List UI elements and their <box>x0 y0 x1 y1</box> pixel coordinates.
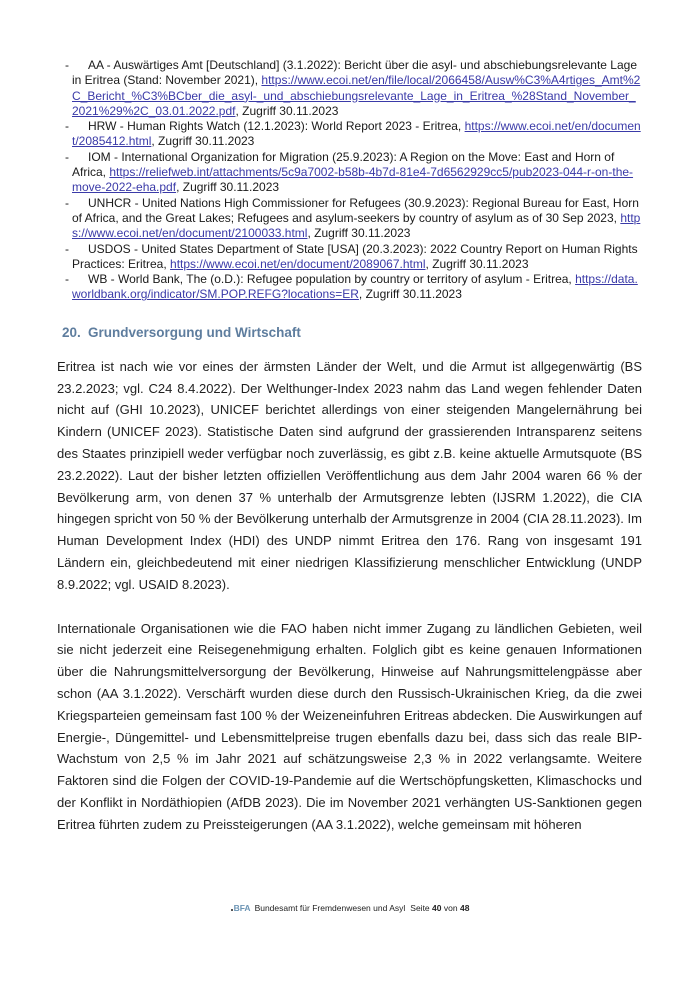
source-text: HRW - Human Rights Watch (12.1.2023): World Report 2023 - Eritrea, <box>88 119 465 134</box>
footer-organization: Bundesamt für Fremdenwesen und Asyl <box>254 903 406 913</box>
paragraph-poverty-economy: Eritrea ist nach wie vor eines der ärmsten Länder der Welt, und die Armut ist allgegenwärtig (BS 23.2.2023; vgl. C24 8.4.2022). Der Welthunger-Index 2023 nahm das Land wegen fehlender Daten nicht auf (GHI 10.2023), UNICEF berichtet allerdings von einer steigenden Mangelernährung bei Kindern (UNICEF 2023). Statistische Daten sind aufgrund der grassierenden Intransparenz seitens des Staates prinzipiell weder verfügbar noch zuverlässig, es gibt z.B. keine aktuelle Armutsquote (BS 23.2.2022). Laut der bisher letzten offiziellen Veröffentlichung aus dem Jahr 2004 waren 66 % der Bevölkerung arm, von denen 37 % unterhalb der Armutsgrenze lebten (IJSRM 1.2022), die CIA hingegen spricht von 50 % der Bevölkerung unterhalb der Armutsgrenze in 2004 (CIA 28.11.2023). Im Human Development Index (HDI) des UNDP nimmt Eritrea den 176. Rang von insgesamt 191 Ländern ein, gleichbedeutend mit einer niedrigen Klassifizierung menschlicher Entwicklung (UNDP 8.9.2022; vgl. USAID 8.2023). <box>57 358 642 592</box>
source-text: WB - World Bank, The (o.D.): Refugee population by country or territory of asylum - Eritrea, <box>88 272 576 287</box>
list-dash: - <box>65 272 69 287</box>
section-title: Grundversorgung und Wirtschaft <box>88 324 301 340</box>
source-list-item <box>57 196 642 242</box>
source-list <box>57 58 642 303</box>
source-text: , Zugriff 30.11.2023 <box>425 256 529 271</box>
source-text: , Zugriff 30.11.2023 <box>151 134 255 149</box>
footer-current-page: 40 <box>432 903 442 913</box>
source-text: , Zugriff 30.11.2023 <box>307 226 411 241</box>
list-dash: - <box>65 149 69 164</box>
list-dash: - <box>65 58 69 72</box>
source-text: USDOS - United States Department of State [USA] (20.3.2023): 2022 Country Report on Human Rights Practices: Eritrea, <box>72 241 638 271</box>
footer-of-label: von <box>443 903 458 913</box>
source-hyperlink[interactable]: https://reliefweb.int/attachments/5c9a7002-b58b-4b7d-81e4-7d6562929cc5/pub2023-044-r-on-the-move-2022-eha.pdf <box>72 165 634 195</box>
source-hyperlink[interactable]: https://www.ecoi.net/en/document/2100033.html <box>72 210 641 241</box>
source-list-item <box>57 242 642 273</box>
bfa-logo-text: BFA <box>233 903 251 913</box>
source-hyperlink[interactable]: https://www.ecoi.net/en/document/2089067.html <box>170 256 426 271</box>
source-text: UNHCR - United Nations High Commissioner for Refugees (30.9.2023): Regional Bureau for East, Horn of Africa, and the Great Lakes; Refugees and asylum-seekers by country of asylum as of 30 Sep 2023, <box>72 195 639 225</box>
page-footer <box>0 902 700 914</box>
footer-page-info <box>410 903 469 913</box>
source-text: , Zugriff 30.11.2023 <box>235 103 339 118</box>
footer-page-label: Seite <box>410 903 430 913</box>
paragraph-food-supply: Internationale Organisationen wie die FAO haben nicht immer Zugang zu ländlichen Gebieten, weil sie nicht jederzeit eine Reisegenehmigung erhalten. Folglich gibt es keine genauen Informationen über die Nahrungsmittelversorgung der Bevölkerung, Hinweise auf Nahrungsmittelengpässe aber schon (AA 3.1.2022). Verschärft wurden diese durch den Russisch-Ukrainischen Krieg, da die zwei Kriegsparteien gemeinsam fast 100 % der Weizeneinfuhren Eritreas abdecken. Die Auswirkungen auf Energie-, Düngemittel- und Lebensmittelpreise trugen ebenfalls dazu bei, dass sich das reale BIP-Wachstum von 2,5 % im Jahr 2021 auf schätzungsweise 2,3 % in 2022 verlangsamte. Weitere Faktoren sind die Folgen der COVID-19-Pandemie auf die Wertschöpfungsketten, Klimaschocks und der Konflikt in Nordäthiopien (AfDB 2023). Die im November 2021 verhängten US-Sanktionen gegen Eritrea führten zudem zu Preissteigerungen (AA 3.1.2022), welche gemeinsam mit höheren <box>57 620 642 832</box>
source-hyperlink[interactable]: https://data.worldbank.org/indicator/SM.POP.REFG?locations=ER <box>72 272 638 302</box>
source-text: , Zugriff 30.11.2023 <box>358 287 462 302</box>
source-list-item <box>57 119 642 150</box>
source-text: AA - Auswärtiges Amt [Deutschland] (3.1.2022): Bericht über die asyl- und abschiebungsrelevante Lage in Eritrea (Stand: November 2021), <box>72 58 637 88</box>
source-text: , Zugriff 30.11.2023 <box>176 180 280 195</box>
bfa-logo-dot-icon <box>231 909 233 911</box>
footer-total-pages: 48 <box>459 903 470 913</box>
list-dash: - <box>65 119 69 134</box>
section-number: 20. <box>62 324 81 340</box>
source-list-item <box>57 58 642 119</box>
source-hyperlink[interactable]: https://www.ecoi.net/en/document/2085412.html <box>72 119 641 149</box>
section-heading <box>57 323 642 343</box>
bfa-logo <box>231 903 251 913</box>
source-hyperlink[interactable]: https://www.ecoi.net/en/file/local/2066458/Ausw%C3%A4rtiges_Amt%2C_Bericht_%C3%BCber_die_asyl-_und_abschiebungsrelevante_Lage_in_Eritrea_%28Stand_November_2021%29%2C_03.01.2022.pdf <box>72 73 641 118</box>
source-list-item <box>57 150 642 196</box>
source-list-item <box>57 272 642 303</box>
source-text: IOM - International Organization for Migration (25.9.2023): A Region on the Move: East and Horn of Africa, <box>72 149 615 180</box>
list-dash: - <box>65 241 69 256</box>
page-content <box>57 58 642 857</box>
list-dash: - <box>65 195 69 210</box>
